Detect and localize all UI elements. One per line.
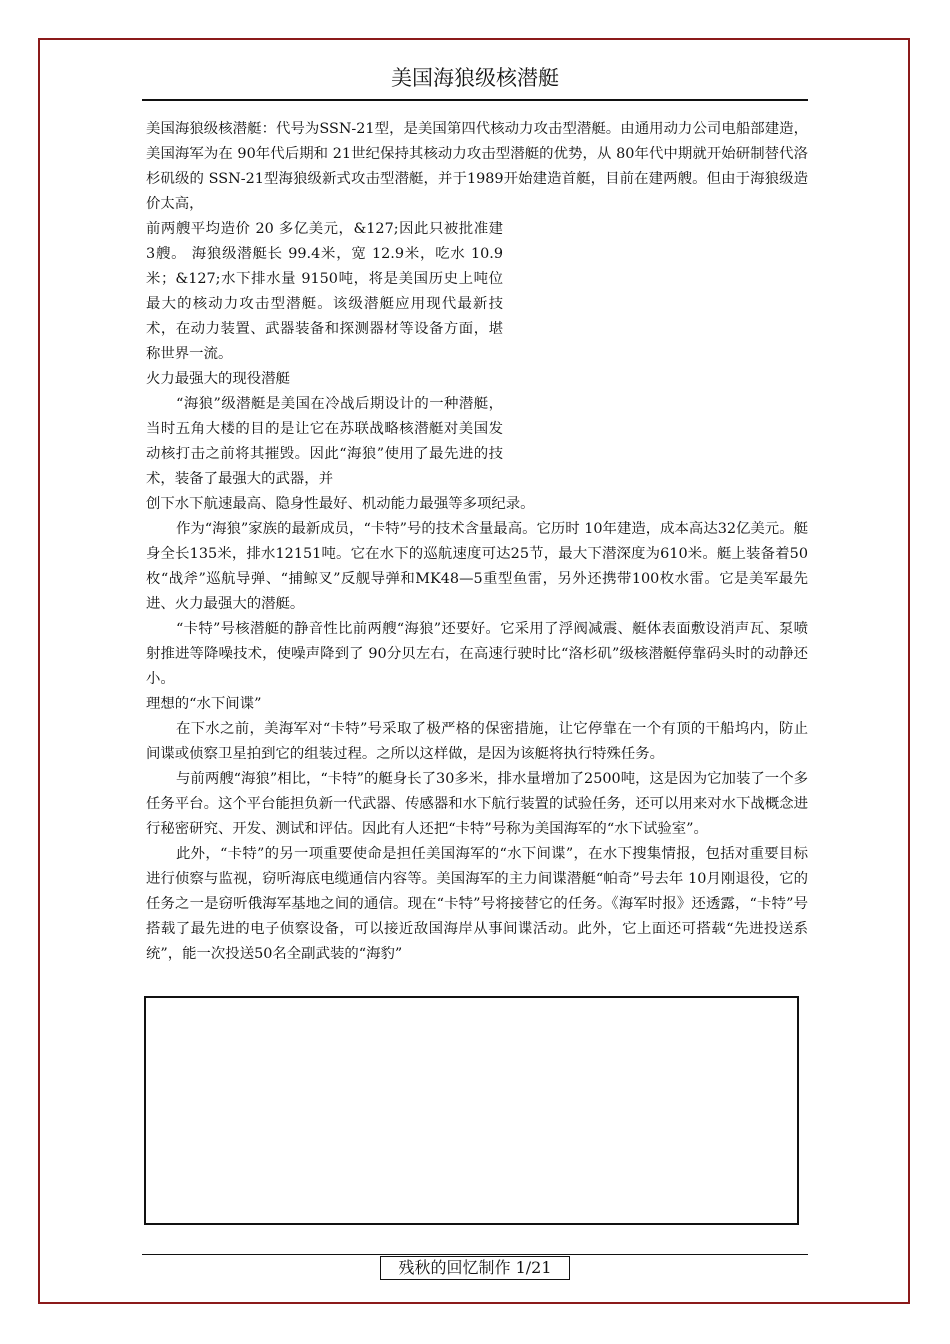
seawolf-paragraph-narrow: “海狼”级潜艇是美国在冷战后期设计的一种潜艇，当时五角大楼的目的是让它在苏联战略核潜艇对美国发动核打击之前将其摧毁。因此“海狼”使用了最先进的技术，装备了最强大的武器，并 xyxy=(146,396,503,487)
image-placeholder-box xyxy=(144,996,799,1225)
secrecy-paragraph: 在下水之前，美海军对“卡特”号采取了极严格的保密措施，让它停靠在一个有顶的干船坞内，防止间谍或侦察卫星拍到它的组装过程。之所以这样做，是因为该艇将执行特殊任务。 xyxy=(146,721,808,762)
section-heading-firepower: 火力最强大的现役潜艇 xyxy=(146,371,290,387)
footer-divider xyxy=(142,1254,808,1255)
carter-specs-paragraph: 作为“海狼”家族的最新成员，“卡特”号的技术含量最高。它历时 10年建造，成本高达32亿美元。艇身全长135米，排水12151吨。它在水下的巡航速度可达25节，最大下潜深度为610米。艇上装备着50枚“战斧”巡航导弹、“捕鲸叉”反舰导弹和MK48—5重型鱼雷，另外还携带100枚水雷。它是美军最先进、火力最强大的潜艇。 xyxy=(146,521,808,612)
carter-stealth-paragraph: “卡特”号核潜艇的静音性比前两艘“海狼”还要好。它采用了浮阀减震、艇体表面敷设消声瓦、泵喷射推进等降噪技术，使噪声降到了 90分贝左右，在高速行驶时比“洛杉矶”级核潜艇停靠码头时的动静还小。 xyxy=(146,621,808,687)
spy-mission-paragraph: 此外，“卡特”的另一项重要使命是担任美国海军的“水下间谍”，在水下搜集情报，包括对重要目标进行侦察与监视，窃听海底电缆通信内容等。美国海军的主力间谍潜艇“帕奇”号去年 10月刚退役，它的任务之一是窃听俄海军基地之间的通信。现在“卡特”号将接替它的任务。《海军时报》还透露，“卡特”号搭载了最先进的电子侦察设备，可以接近敌国海岸从事间谍活动。此外，它上面还可搭载“先进投送系统”，能一次投送50名全副武装的“海豹” xyxy=(146,846,808,962)
page-title: 美国海狼级核潜艇 xyxy=(391,66,559,90)
seawolf-paragraph-tail: 创下水下航速最高、隐身性最好、机动能力最强等多项纪录。 xyxy=(146,496,535,512)
intro-paragraph-wide: 美国海狼级核潜艇：代号为SSN-21型，是美国第四代核动力攻击型潜艇。由通用动力公司电船部建造，美国海军为在 90年代后期和 21世纪保持其核动力攻击型潜艇的优势，从 80年代中期就开始研制替代洛杉矶级的 SSN-21型海狼级新式攻击型潜艇，并于1989开始建造首艇，目前在建两艘。但由于海狼级造价太高， xyxy=(146,121,808,212)
intro-paragraph-narrow: 前两艘平均造价 20 多亿美元，&127;因此只被批准建 3艘。 海狼级潜艇长 99.4米，宽 12.9米，吃水 10.9米；&127;水下排水量 9150吨，将是美国历史上吨位最大的核动力攻击型潜艇。该级潜艇应用现代最新技术，在动力装置、武器装备和探测器材等设备方面，堪称世界一流。 xyxy=(146,221,503,362)
footer-page-label: 残秋的回忆制作 1/21 xyxy=(380,1256,570,1280)
mission-platform-paragraph: 与前两艘“海狼”相比，“卡特”的艇身长了30多米，排水量增加了2500吨，这是因为它加装了一个多任务平台。这个平台能担负新一代武器、传感器和水下航行装置的试验任务，还可以用来对水下战概念进行秘密研究、开发、测试和评估。因此有人还把“卡特”号称为美国海军的“水下试验室”。 xyxy=(146,771,808,837)
section-heading-spy: 理想的“水下间谍” xyxy=(146,696,262,712)
article-body xyxy=(146,117,808,967)
header-divider xyxy=(142,99,808,101)
